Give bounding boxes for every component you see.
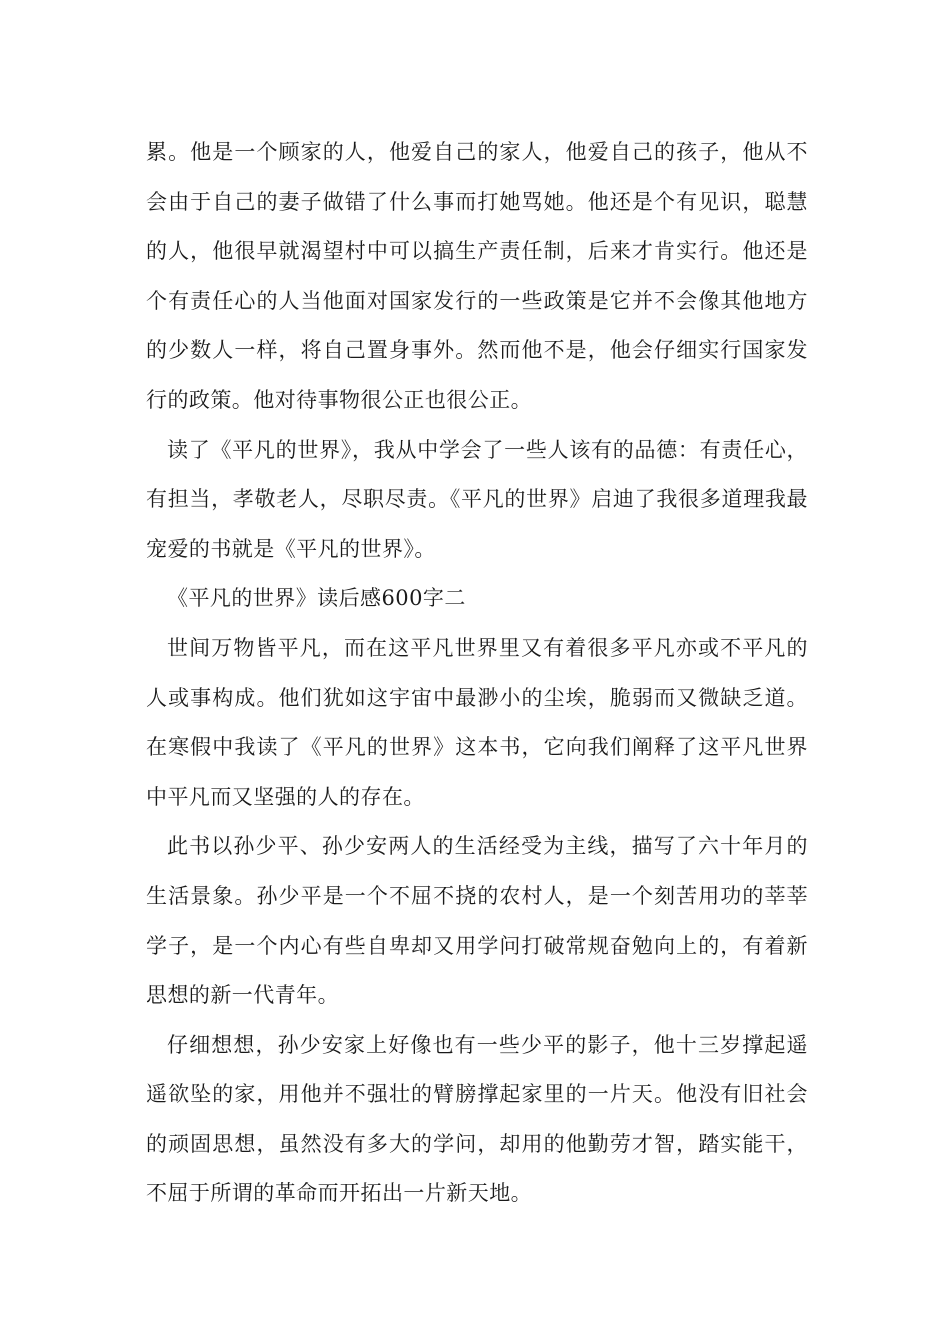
body-paragraph: 仔细想想，孙少安家上好像也有一些少平的影子，他十三岁撑起遥遥欲坠的家，用他并不强壮的臂膀撑起家里的一片天。他没有旧社会的顽固思想，虽然没有多大的学问，却用的他勤劳才智，踏实能干，不屈于所谓的革命而开拓出一片新天地。 [146,1032,808,1206]
body-paragraph: 世间万物皆平凡，而在这平凡世界里又有着很多平凡亦或不平凡的人或事构成。他们犹如这宇宙中最渺小的尘埃，脆弱而又微缺乏道。在寒假中我读了《平凡的世界》这本书，它向我们阐释了这平凡世界中平凡而又坚强的人的存在。 [146,635,808,809]
body-paragraph: 累。他是一个顾家的人，他爱自己的家人，他爱自己的孩子，他从不会由于自己的妻子做错了什么事而打她骂她。他还是个有见识，聪慧的人，他很早就渴望村中可以搞生产责任制，后来才肯实行。他还是个有责任心的人当他面对国家发行的一些政策是它并不会像其他地方的少数人一样，将自己置身事外。然而他不是，他会仔细实行国家发行的政策。他对待事物很公正也很公正。 [146,140,808,412]
body-paragraph: 读了《平凡的世界》，我从中学会了一些人该有的品德：有责任心，有担当，孝敬老人，尽职尽责。《平凡的世界》启迪了我很多道理我最宠爱的书就是《平凡的世界》。 [146,437,808,561]
body-paragraph: 此书以孙少平、孙少安两人的生活经受为主线，描写了六十年月的生活景象。孙少平是一个不屈不挠的农村人，是一个刻苦用功的莘莘学子，是一个内心有些自卑却又用学问打破常规奋勉向上的，有着新思想的新一代青年。 [146,834,808,1008]
section-heading: 《平凡的世界》读后感600字二 [167,586,466,611]
document-body [146,128,808,1219]
